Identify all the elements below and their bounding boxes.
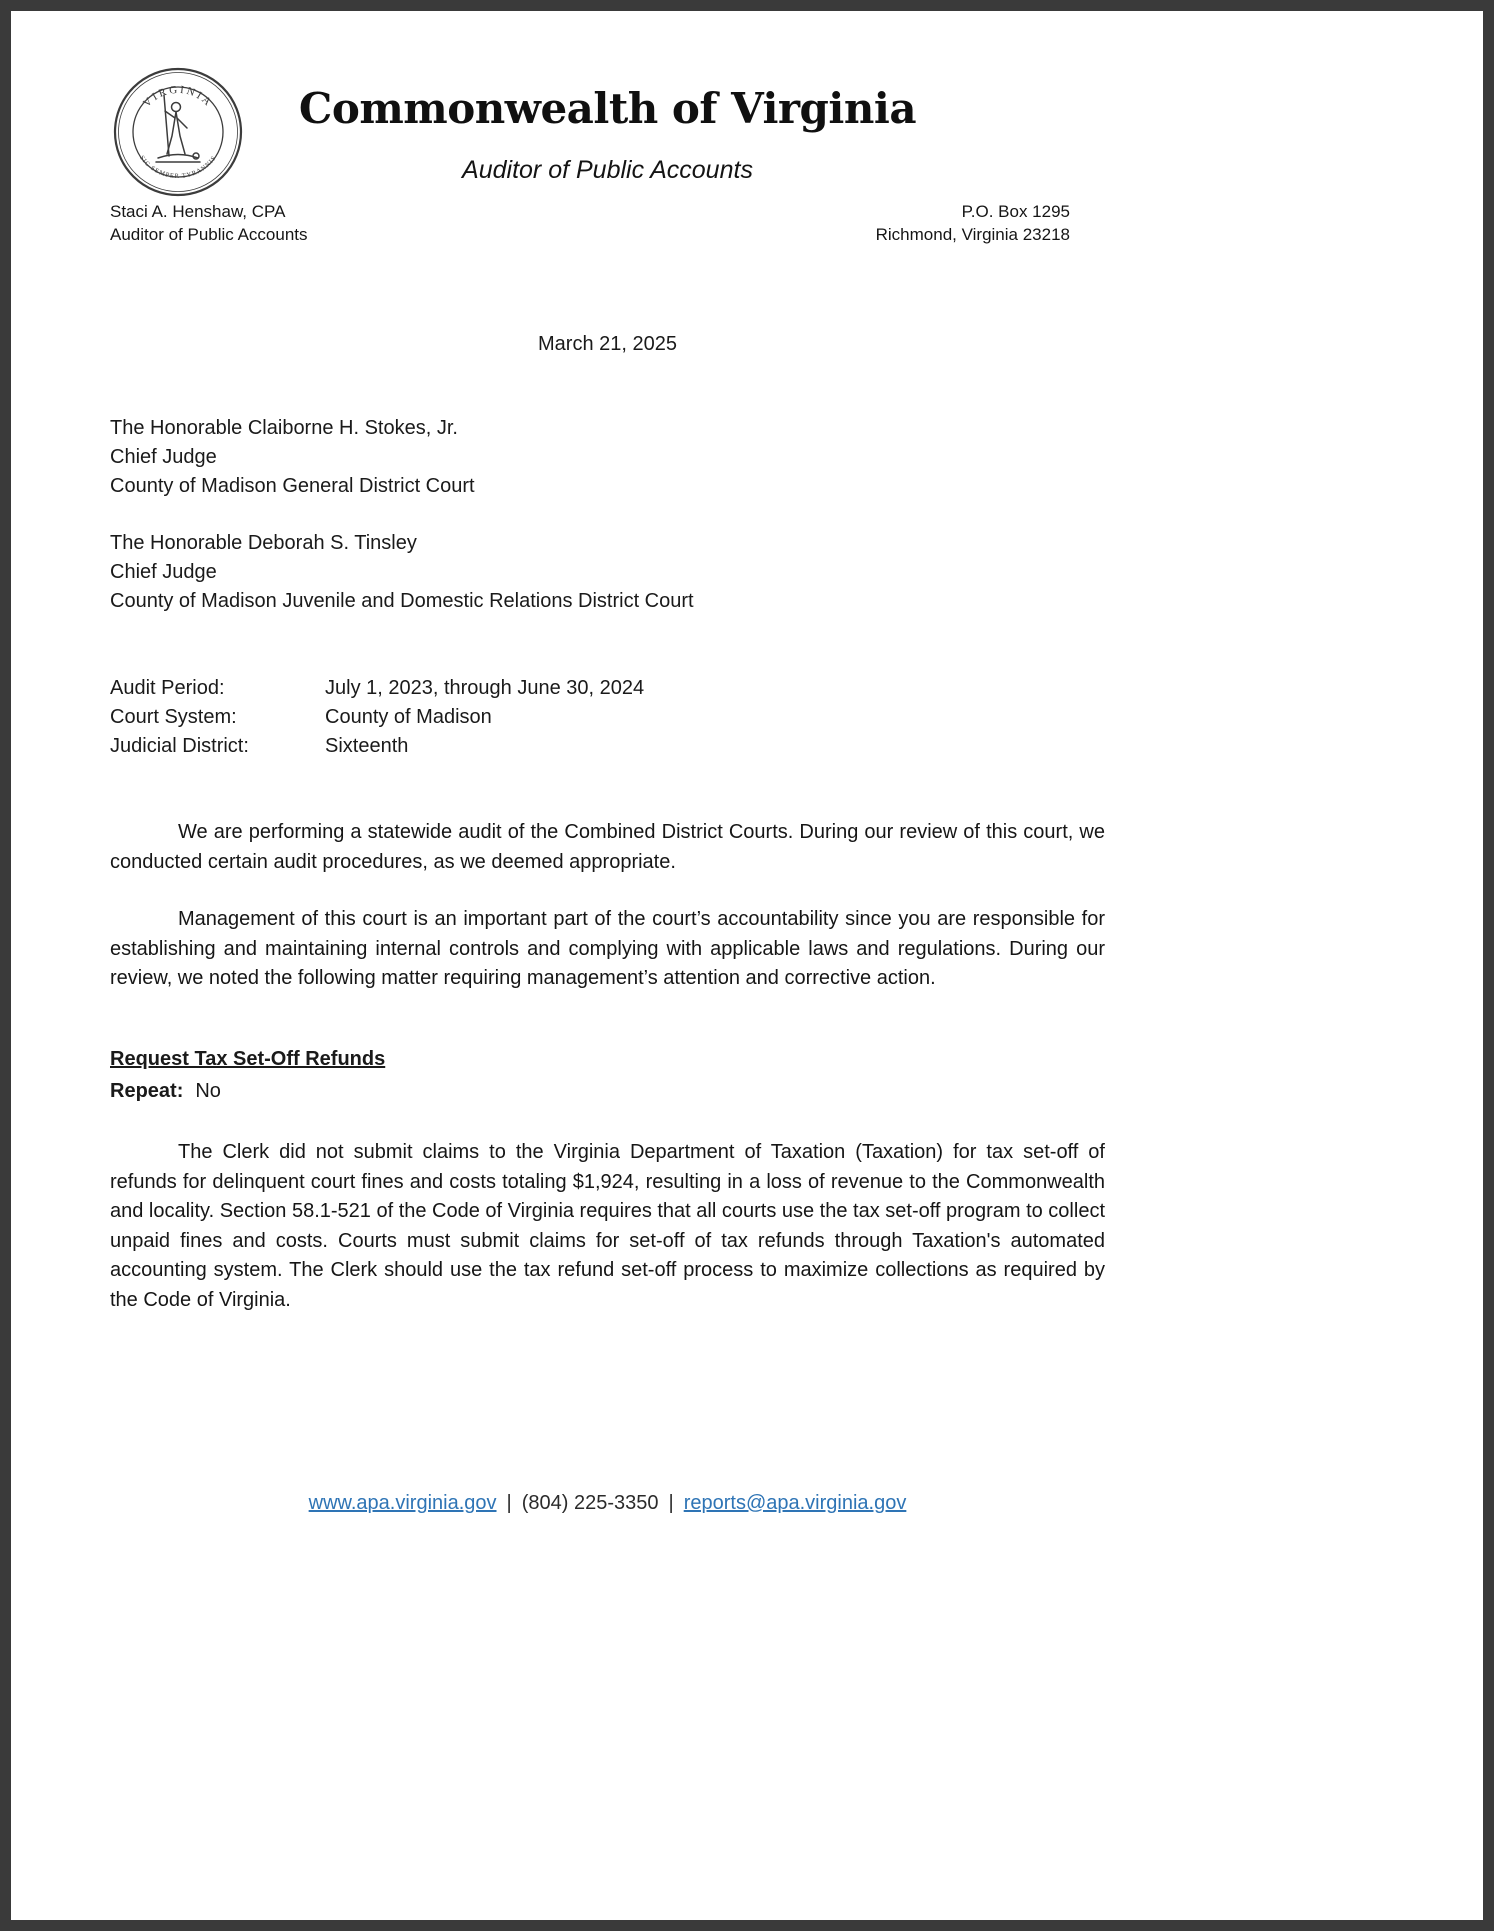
recipient-court: County of Madison Juvenile and Domestic Relations District Court	[110, 590, 694, 612]
repeat-label: Repeat:	[110, 1080, 184, 1102]
audit-period-label: Audit Period:	[110, 677, 225, 699]
court-system-row	[110, 703, 1105, 732]
website-link[interactable]: www.apa.virginia.gov	[308, 1492, 497, 1514]
city-state-zip-line: Richmond, Virginia 23218	[875, 225, 1070, 244]
repeat-value: No	[195, 1080, 221, 1102]
seal-bottom-text: SIC SEMPER TYRANNIS	[137, 154, 219, 181]
signatory-title: Auditor of Public Accounts	[110, 225, 308, 244]
recipient-block-1	[110, 414, 1105, 501]
finding-repeat-line	[110, 1080, 1105, 1103]
recipient-name: The Honorable Claiborne H. Stokes, Jr.	[110, 417, 458, 439]
finding-heading: Request Tax Set-Off Refunds	[110, 1048, 386, 1070]
page-footer	[110, 1492, 1105, 1515]
footer-separator: |	[506, 1492, 512, 1514]
seal-top-text: VIRGINIA	[140, 83, 216, 110]
letter-date: March 21, 2025	[538, 333, 677, 355]
document-title: Commonwealth of Virginia	[298, 84, 917, 133]
document-subtitle: Auditor of Public Accounts	[462, 156, 753, 184]
footer-separator: |	[668, 1492, 674, 1514]
signatory-block	[110, 200, 308, 246]
finding-body-paragraph: The Clerk did not submit claims to the Virginia Department of Taxation (Taxation) for tax set-off of refunds for delinquent court fines and costs totaling $1,924, resulting in a loss of revenue to the Commonwealth and locality. Section 58.1-521 of the Code of Virginia requires that all courts use the tax set-off program to collect unpaid fines and costs. Courts must submit claims for set-off of tax refunds through Taxation's automated accounting system. The Clerk should use the tax refund set-off process to maximize collections as required by the Code of Virginia.	[110, 1141, 1105, 1311]
body-paragraph-2: Management of this court is an important part of the court’s accountability since you are responsible for establishing and maintaining internal controls and complying with applicable laws and regulations. During our review, we noted the following matter requiring management’s attention and corrective action.	[110, 908, 1105, 989]
signatory-name: Staci A. Henshaw, CPA	[110, 202, 286, 221]
judicial-district-value: Sixteenth	[325, 735, 409, 757]
audit-period-row	[110, 674, 1105, 703]
body-paragraph-1: We are performing a statewide audit of the Combined District Courts. During our review of this court, we conducted certain audit procedures, as we deemed appropriate.	[110, 821, 1105, 873]
audit-info-block	[110, 674, 1105, 761]
po-box-line: P.O. Box 1295	[961, 202, 1070, 221]
judicial-district-label: Judicial District:	[110, 735, 249, 757]
recipient-title: Chief Judge	[110, 446, 217, 468]
court-system-value: County of Madison	[325, 706, 492, 728]
court-system-label: Court System:	[110, 706, 237, 728]
judicial-district-row	[110, 732, 1105, 761]
recipient-court: County of Madison General District Court	[110, 475, 475, 497]
phone-number: (804) 225-3350	[521, 1492, 659, 1514]
recipient-block-2	[110, 529, 1105, 616]
email-link[interactable]: reports@apa.virginia.gov	[683, 1492, 907, 1514]
office-address-block	[876, 200, 1105, 246]
audit-period-value: July 1, 2023, through June 30, 2024	[325, 677, 645, 699]
recipient-title: Chief Judge	[110, 561, 217, 583]
recipient-name: The Honorable Deborah S. Tinsley	[110, 532, 417, 554]
letterhead-info	[110, 200, 1105, 246]
